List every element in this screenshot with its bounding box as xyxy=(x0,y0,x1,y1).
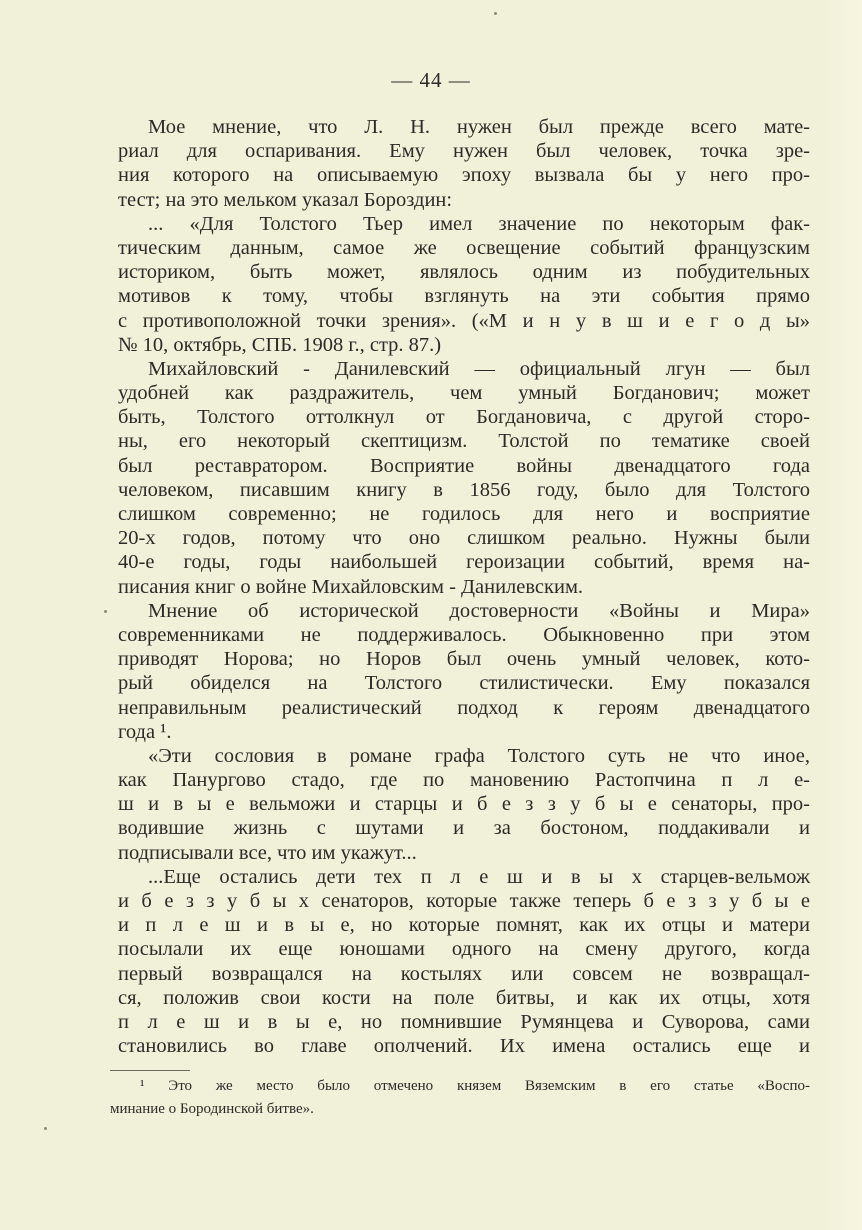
text-line: удобней как раздражитель, чем умный Богданович; может xyxy=(118,382,810,405)
text-line: первый возвращался на костылях или совсем не возвращал- xyxy=(118,962,810,985)
text-line: мотивов к тому, чтобы взглянуть на эти события прямо xyxy=(118,285,810,308)
page-edge xyxy=(822,0,862,1230)
text-line: ся, положив свои кости на поле битвы, и как их отцы, хотя xyxy=(118,986,810,1009)
text-line: как Панургово стадо, где по мановению Растопчина п л е- xyxy=(118,769,810,792)
scan-speck xyxy=(104,610,107,613)
paragraph xyxy=(118,212,810,357)
text-line: водившие жизнь с шутами и за бостоном, поддакивали и xyxy=(118,817,810,840)
text-line: писания книг о войне Михайловским - Данилевским. xyxy=(118,575,584,598)
text-line: Михайловский - Данилевский — официальный лгун — был xyxy=(148,357,810,380)
text-line: с противоположной точки зрения». («М и н у в ш и е г о д ы» xyxy=(118,309,810,332)
text-line: быть, Толстого оттолкнул от Богдановича, с другой сторо- xyxy=(118,406,810,429)
text-line: ... «Для Толстого Тьер имел значение по некоторым фак- xyxy=(148,212,810,235)
text-line: историком, быть может, являлось одним из побудительных xyxy=(118,261,810,284)
scan-speck xyxy=(44,1127,47,1130)
footnote-line: ¹ Это же место было отмечено князем Вяземским в его статье «Воспо- xyxy=(140,1078,810,1094)
text-line: тическим данным, самое же освещение событий французским xyxy=(118,236,810,259)
text-line: ны, его некоторый скептицизм. Толстой по тематике своей xyxy=(118,430,810,453)
paragraph xyxy=(118,115,810,212)
text-line: Мое мнение, что Л. Н. нужен был прежде всего мате- xyxy=(148,116,810,138)
text-line: «Эти сословия в романе графа Толстого суть не что иное, xyxy=(148,744,810,767)
text-line: ...Еще остались дети тех п л е ш и в ы х старцев-вельмож xyxy=(148,865,810,888)
text-line: года ¹. xyxy=(118,720,172,743)
body-text xyxy=(118,115,810,1058)
footnote-line: минание о Бородинской битве». xyxy=(110,1101,314,1117)
paragraph xyxy=(118,865,810,1059)
text-line: ш и в ы е вельможи и старцы и б е з з у б ы е сенаторы, про- xyxy=(118,793,810,816)
text-line: слишком современно; не годилось для него и восприятие xyxy=(118,503,810,525)
text-line: тест; на это мельком указал Бороздин: xyxy=(118,188,453,211)
footnote xyxy=(110,1075,810,1121)
paragraph xyxy=(118,357,810,599)
text-line: становились во главе ополчений. Их имена остались еще и xyxy=(118,1035,810,1058)
text-line: современниками не поддерживалось. Обыкновенно при этом xyxy=(118,623,810,646)
text-line: человеком, писавшим книгу в 1856 году, было для Толстого xyxy=(118,478,810,501)
text-line: и п л е ш и в ы е, но которые помнят, как их отцы и матери xyxy=(118,914,810,937)
text-line: Мнение об исторической достоверности «Войны и Мира» xyxy=(148,599,810,622)
paragraph xyxy=(118,599,810,744)
footnote-rule xyxy=(110,1070,190,1071)
text-line: подписывали все, что им укажут... xyxy=(118,841,417,864)
text-line: 20-х годов, потому что оно слишком реально. Нужны были xyxy=(118,527,810,550)
text-line: приводят Норова; но Норов был очень умный человек, кото- xyxy=(118,648,810,671)
text-line: и б е з з у б ы х сенаторов, которые также теперь б е з з у б ы е xyxy=(118,890,810,912)
text-line: ния которого на описываемую эпоху вызвала бы у него про- xyxy=(118,164,810,187)
text-line: был реставратором. Восприятие войны двенадцатого года xyxy=(118,454,810,477)
text-line: неправильным реалистический подход к героям двенадцатого xyxy=(118,696,810,719)
text-line: посылали их еще юношами одного на смену другого, когда xyxy=(118,938,810,961)
text-line: п л е ш и в ы е, но помнившие Румянцева и Суворова, сами xyxy=(118,1010,810,1033)
text-line: № 10, октябрь, СПБ. 1908 г., стр. 87.) xyxy=(118,333,442,356)
text-line: рый обиделся на Толстого стилистически. Ему показался xyxy=(118,672,810,695)
text-line: риал для оспаривания. Ему нужен был человек, точка зре- xyxy=(118,140,810,163)
text-line: 40-е годы, годы наибольшей героизации событий, время на- xyxy=(118,551,810,574)
page-number: — 44 — xyxy=(391,68,471,92)
scan-speck xyxy=(494,12,497,15)
paragraph xyxy=(118,744,810,865)
